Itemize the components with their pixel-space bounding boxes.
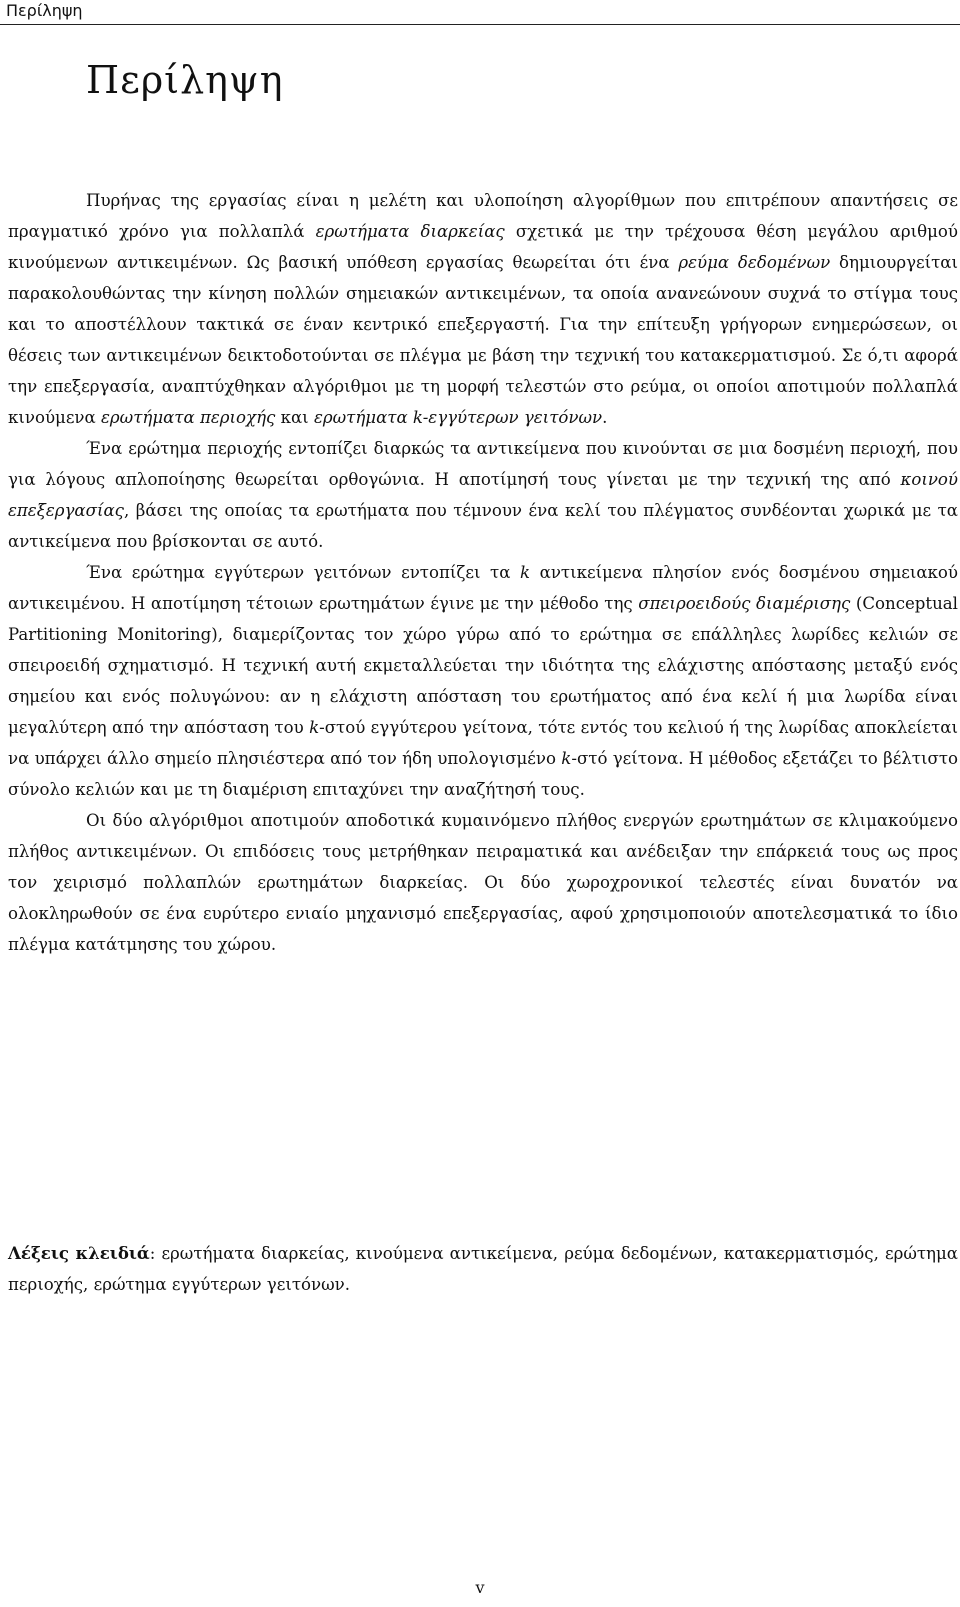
italic-term: k — [561, 749, 572, 768]
paragraph-1 — [8, 185, 958, 433]
text-run: και — [275, 408, 314, 427]
text-run: σχετικά με την τρέχουσα θέση μεγάλου αριθμού κινούμενων αντικειμένων. Ως βασική υπόθεση εργασίας θεωρείται ότι ένα — [8, 222, 958, 272]
italic-term: ρεύμα δεδομένων — [678, 253, 831, 272]
italic-term: ερωτήματα k-εγγύτερων γειτόνων — [313, 408, 603, 427]
paragraph-4 — [8, 805, 958, 960]
italic-term: σπειροειδούς διαμέρισης — [638, 594, 851, 613]
text-run: δημιουργείται παρακολουθώντας την κίνηση πολλών σημειακών αντικειμένων, τα οποία ανανεώνουν συχνά το στίγμα τους και το αποστέλλουν τακτικά σε έναν κεντρικό επεξεργαστή. Για την επίτευξη γρήγορων ενημερώσεων, οι θέσεις των αντικειμένων δεικτοδοτούνται σε πλέγμα με βάση την τεχνική του κατακερματισμού. Σε ό,τι αφορά την επεξεργασία, αναπτύχθηκαν αλγόριθμοι με τη μορφή τελεστών στο ρεύμα, οι οποίοι αποτιμούν πολλαπλά κινούμενα — [8, 253, 958, 427]
keywords-section — [8, 1238, 958, 1300]
italic-term: ερωτήματα περιοχής — [101, 408, 276, 427]
italic-term: ερωτήματα διαρκείας — [315, 222, 505, 241]
italic-term: k — [520, 563, 531, 582]
text-run: Οι δύο αλγόριθμοι αποτιμούν αποδοτικά κυμαινόμενο πλήθος ενεργών ερωτημάτων σε κλιμακούμενο πλήθος αντικειμένων. Οι επιδόσεις τους μετρήθηκαν πειραματικά και ανέδειξαν την επάρκειά τους ως προς τον χειρισμό πολλαπλών ερωτημάτων διαρκείας. Οι δύο χωροχρονικοί τελεστές είναι δυνατόν να ολοκληρωθούν σε ένα ευρύτερο ενιαίο μηχανισμό επεξεργασίας, αφού χρησιμοποιούν αποτελεσματικά το ίδιο πλέγμα κατάτμησης του χώρου. — [8, 811, 958, 954]
abstract-body — [8, 185, 958, 960]
page-title: Περίληψη — [86, 58, 284, 102]
keywords-separator: : — [149, 1244, 162, 1263]
text-run: αντικείμενα πλησίον ενός δοσμένου σημειακού αντικειμένου. Η αποτίμηση τέτοιων ερωτημάτων έγινε με την μέθοδο της — [8, 563, 958, 613]
paragraph-3 — [8, 557, 958, 805]
paragraph-2 — [8, 433, 958, 557]
text-run: -στό γείτονα. Η μέθοδος εξετάζει το βέλτιστο σύνολο κελιών και με τη διαμέριση επιταχύνει την αναζήτησή τους. — [8, 749, 958, 799]
keywords-label: Λέξεις κλειδιά — [8, 1243, 150, 1263]
text-run: -στού εγγύτερου γείτονα, τότε εντός του κελιού ή της λωρίδας αποκλείεται να υπάρχει άλλο σημείο πλησιέστερα από τον ήδη υπολογισμένο — [8, 718, 959, 768]
text-run: . — [602, 408, 608, 427]
running-header: Περίληψη — [6, 1, 83, 20]
italic-term: κοινού επεξεργασίας — [8, 470, 958, 520]
text-run: Ένα ερώτημα εγγύτερων γειτόνων εντοπίζει τα — [86, 563, 520, 582]
page-number: v — [475, 1578, 485, 1597]
keywords-list: ερωτήματα διαρκείας, κινούμενα αντικείμενα, ρεύμα δεδομένων, κατακερματισμός, ερώτημα περιοχής, ερώτημα εγγύτερων γειτόνων. — [8, 1244, 958, 1294]
text-run: Πυρήνας της εργασίας είναι η μελέτη και υλοποίηση αλγορίθμων που επιτρέπουν απαντήσεις σε πραγματικό χρόνο για πολλαπλά — [8, 191, 958, 241]
text-run: (Conceptual Partitioning Monitoring), διαμερίζοντας τον χώρο γύρω από το ερώτημα σε επάλληλες λωρίδες κελιών σε σπειροειδή σχηματισμό. Η τεχνική αυτή εκμεταλλεύεται την ιδιότητα της ελάχιστης απόστασης μεταξύ ενός σημείου και ενός πολυγώνου: αν η ελάχιστη απόσταση του ερωτήματος από ένα κελί ή μια λωρίδα είναι μεγαλύτερη από την απόσταση του — [8, 594, 958, 737]
header-divider — [0, 24, 960, 25]
text-run: , βάσει της οποίας τα ερωτήματα που τέμνουν ένα κελί του πλέγματος συνδέονται χωρικά με τα αντικείμενα που βρίσκονται σε αυτό. — [8, 501, 958, 551]
text-run: Ένα ερώτημα περιοχής εντοπίζει διαρκώς τα αντικείμενα που κινούνται σε μια δοσμένη περιοχή, που για λόγους απλοποίησης θεωρείται ορθογώνια. Η αποτίμησή τους γίνεται με την τεχνική της από — [8, 439, 958, 489]
italic-term: k — [309, 718, 320, 737]
